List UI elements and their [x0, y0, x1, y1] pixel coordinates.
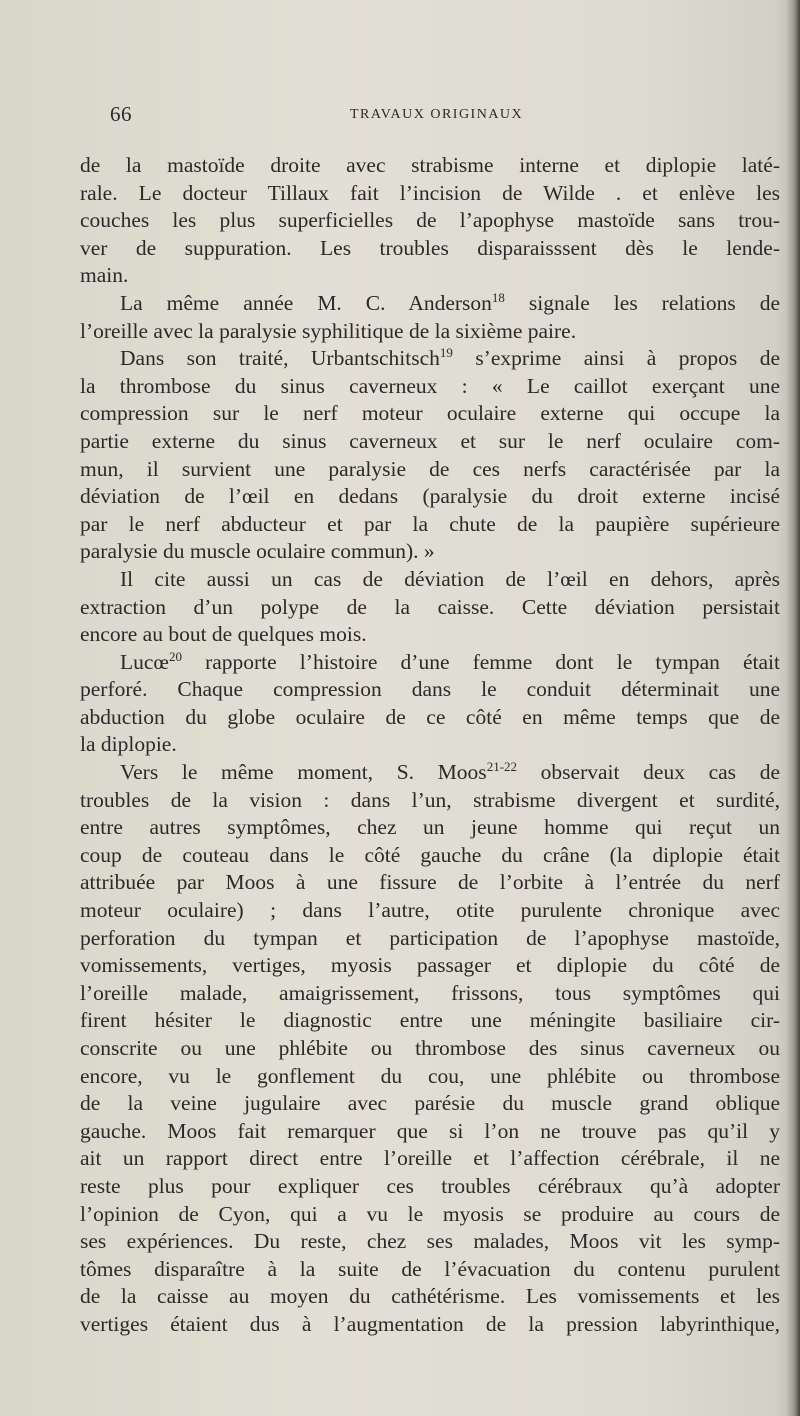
- text-line: [80, 1145, 780, 1173]
- text-line-content: main.: [80, 263, 129, 288]
- text-line-content: couches les plus superficielles de l’apophyse mastoïde sans trou-: [80, 208, 780, 233]
- text-line: [80, 704, 780, 732]
- text-line: [80, 152, 780, 180]
- text-line: [80, 483, 780, 511]
- text-line-content: partie externe du sinus caverneux et sur le nerf oculaire com-: [80, 428, 780, 453]
- text-line: [80, 1201, 780, 1229]
- text-line: [80, 345, 780, 373]
- text-line-content: l’oreille avec la paralysie syphilitique de la sixième paire.: [80, 318, 577, 343]
- text-line-content: tômes disparaître à la suite de l’évacuation du contenu purulent: [80, 1256, 780, 1281]
- text-line-content: Lucœ: [120, 649, 169, 674]
- text-line-content: reste plus pour expliquer ces troubles cérébraux qu’à adopter: [80, 1173, 780, 1198]
- text-line: [80, 1256, 780, 1284]
- text-line-content: vertiges étaient dus à l’augmentation de la pression labyrinthique,: [80, 1311, 780, 1336]
- text-line: [80, 676, 780, 704]
- text-line-content: Dans son traité, Urbantschitsch: [120, 346, 440, 371]
- text-line-content: observait deux cas de: [517, 760, 780, 785]
- page-number: 66: [110, 102, 132, 126]
- text-line: [80, 1007, 780, 1035]
- text-line: [80, 235, 780, 263]
- text-line: [80, 538, 780, 566]
- text-line: [80, 456, 780, 484]
- text-line: [80, 1035, 780, 1063]
- running-title: TRAVAUX ORIGINAUX: [350, 107, 524, 122]
- text-line-content: La même année M. C. Anderson: [120, 290, 492, 315]
- text-line: [80, 814, 780, 842]
- text-line-content: moteur oculaire) ; dans l’autre, otite purulente chronique avec: [80, 898, 780, 923]
- text-line: [80, 980, 780, 1008]
- text-line-content: troubles de la vision : dans l’un, strabisme divergent et surdité,: [80, 787, 780, 812]
- text-line: [80, 759, 780, 787]
- text-line-content: Vers le même moment, S. Moos: [120, 760, 487, 785]
- text-line-content: ver de suppuration. Les troubles disparaisssent dès le lende-: [80, 235, 780, 260]
- text-line-content: déviation de l’œil en dedans (paralysie du droit externe incisé: [80, 484, 780, 509]
- text-line-content: perforé. Chaque compression dans le conduit déterminait une: [80, 677, 780, 702]
- text-line-content: firent hésiter le diagnostic entre une méningite basiliaire cir-: [80, 1008, 780, 1033]
- text-line-content: entre autres symptômes, chez un jeune homme qui reçut un: [80, 815, 780, 840]
- footnote-reference: 21-22: [486, 759, 518, 774]
- text-line-content: compression sur le nerf moteur oculaire externe qui occupe la: [80, 401, 780, 426]
- text-line-content: conscrite ou une phlébite ou thrombose des sinus caverneux ou: [80, 1036, 780, 1060]
- text-line: [80, 566, 780, 594]
- text-line: [80, 649, 780, 677]
- text-line-content: rale. Le docteur Tillaux fait l’incision de Wilde . et enlève les: [80, 180, 780, 205]
- text-line: [80, 290, 780, 318]
- text-line-content: vomissements, vertiges, myosis passager et diplopie du côté de: [80, 953, 780, 978]
- text-line-content: encore au bout de quelques mois.: [80, 622, 367, 647]
- footnote-reference: 18: [491, 289, 505, 305]
- text-line-content: Il cite aussi un cas de déviation de l’œil en dehors, après: [120, 566, 780, 591]
- page-gutter-shadow: [786, 0, 800, 1416]
- text-line-content: signale les relations de: [504, 290, 780, 315]
- text-line: [80, 373, 780, 401]
- text-line-content: perforation du tympan et participation de l’apophyse mastoïde,: [80, 925, 780, 950]
- text-line: [80, 925, 780, 953]
- text-line: [80, 262, 780, 290]
- text-line: [80, 511, 780, 539]
- footnote-reference: 19: [439, 345, 453, 360]
- text-line: [80, 1311, 780, 1339]
- text-line: [80, 869, 780, 897]
- text-line-content: abduction du globe oculaire de ce côté en même temps que de: [80, 704, 780, 729]
- text-line-content: gauche. Moos fait remarquer que si l’on ne trouve pas qu’il y: [80, 1118, 780, 1143]
- text-line-content: de la caisse au moyen du cathétérisme. Les vomissements et les: [80, 1284, 780, 1309]
- text-line: [80, 621, 780, 649]
- text-line-content: ses expériences. Du reste, chez ses malades, Moos vit les symp-: [80, 1229, 780, 1254]
- body-text: [80, 152, 780, 1339]
- text-line: [80, 787, 780, 815]
- text-line-content: s’exprime ainsi à propos de: [452, 346, 780, 371]
- text-line: [80, 400, 780, 428]
- text-line: [80, 594, 780, 622]
- text-line: [80, 318, 780, 346]
- text-line-content: par le nerf abducteur et par la chute de la paupière supérieure: [80, 511, 780, 536]
- text-line: [80, 1063, 780, 1091]
- text-line: [80, 428, 780, 456]
- text-line-content: de la mastoïde droite avec strabisme interne et diplopie laté-: [80, 153, 780, 177]
- text-line: [80, 897, 780, 925]
- text-line-content: l’oreille malade, amaigrissement, frissons, tous symptômes qui: [80, 980, 780, 1005]
- text-line-content: rapporte l’histoire d’une femme dont le tympan était: [181, 649, 780, 674]
- text-line: [80, 1228, 780, 1256]
- text-line-content: mun, il survient une paralysie de ces nerfs caractérisée par la: [80, 456, 780, 481]
- text-line-content: encore, vu le gonflement du cou, une phlébite ou thrombose: [80, 1063, 780, 1088]
- text-line-content: de la veine jugulaire avec parésie du muscle grand oblique: [80, 1091, 780, 1116]
- text-line: [80, 842, 780, 870]
- text-line-content: coup de couteau dans le côté gauche du crâne (la diplopie était: [80, 842, 780, 867]
- page-header: [110, 102, 750, 130]
- text-line: [80, 1118, 780, 1146]
- text-line-content: l’opinion de Cyon, qui a vu le myosis se produire au cours de: [80, 1201, 780, 1226]
- text-line: [80, 207, 780, 235]
- text-line: [80, 180, 780, 208]
- text-line: [80, 1090, 780, 1118]
- text-line: [80, 1173, 780, 1201]
- text-line-content: ait un rapport direct entre l’oreille et l’affection cérébrale, il ne: [80, 1146, 780, 1171]
- footnote-reference: 20: [168, 648, 182, 664]
- text-line: [80, 1283, 780, 1311]
- text-line: [80, 731, 780, 759]
- text-line: [80, 952, 780, 980]
- text-line-content: attribuée par Moos à une fissure de l’orbite à l’entrée du nerf: [80, 870, 780, 895]
- text-line-content: paralysie du muscle oculaire commun). »: [80, 539, 435, 564]
- text-line-content: la thrombose du sinus caverneux : « Le caillot exerçant une: [80, 373, 780, 398]
- text-line-content: extraction d’un polype de la caisse. Cette déviation persistait: [80, 594, 780, 619]
- text-line-content: la diplopie.: [80, 732, 177, 757]
